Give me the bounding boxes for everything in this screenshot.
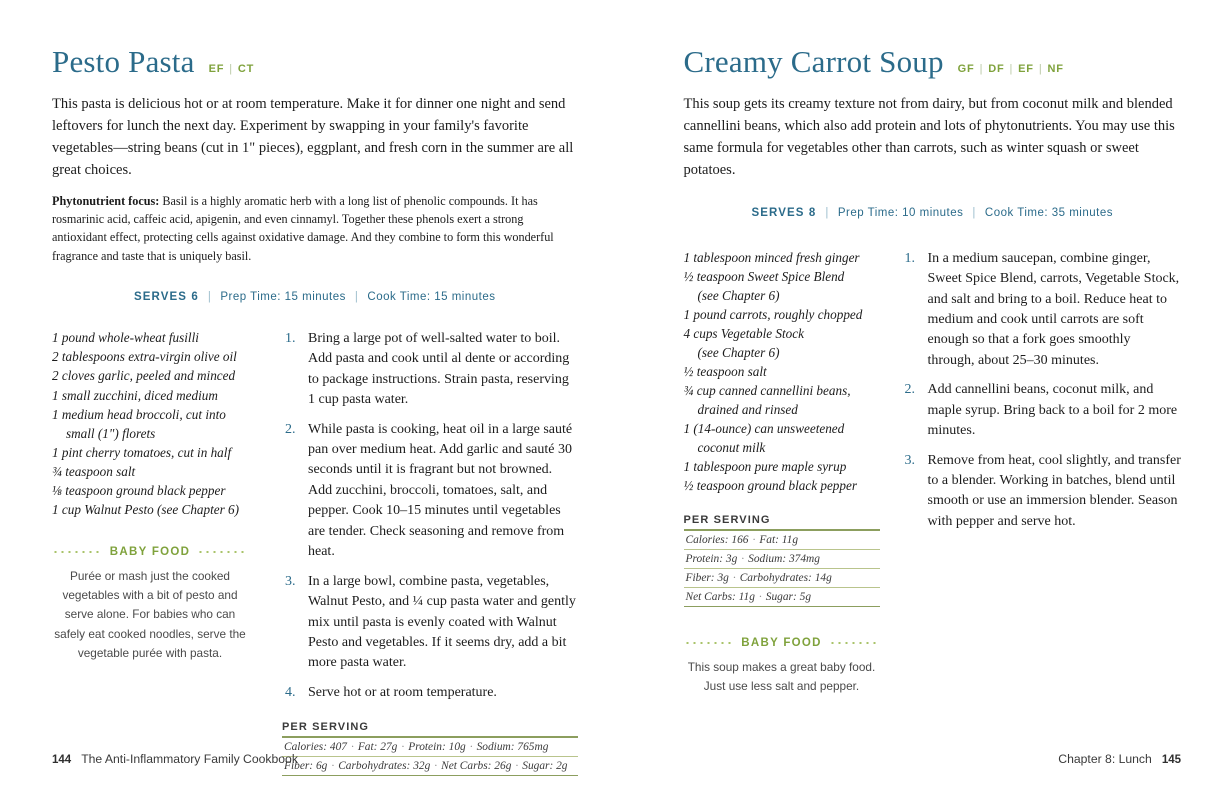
list-item: In a medium saucepan, combine ginger, Sweet Spice Blend, carrots, Vegetable Stock, and salt and bring to a boil. Reduce heat to medium and cook until carrots are soft enough so that a fork goes smoothly through, about 25–30 minutes. <box>927 250 1180 368</box>
list-item <box>52 463 260 482</box>
ingredient-continuation: small (1") florets <box>66 425 156 441</box>
nutrition-cell: Calories: 407 <box>284 740 347 753</box>
ingredients-list <box>684 249 880 497</box>
bar-separator: | <box>354 290 359 303</box>
nutrition-cell: Protein: 10g <box>408 740 466 753</box>
nutrition-cell: Sodium: 765mg <box>476 740 549 753</box>
ingredient-continuation: (see Chapter 6) <box>697 287 780 303</box>
page-number: 144 <box>52 754 72 766</box>
dotted-rule-icon <box>684 707 880 709</box>
list-item: In a large bowl, combine pasta, vegetables, Walnut Pesto, and ¼ cup pasta water and gently mix until pasta is evenly coated with Walnut Pesto and vegetables. If it seems dry, add a bit more pasta water. <box>308 573 576 671</box>
dot-separator: · <box>741 552 745 565</box>
dot-separator: · <box>752 533 756 546</box>
table-row <box>684 531 880 550</box>
table-row <box>684 550 880 569</box>
page-title: Pesto Pasta <box>52 44 195 79</box>
list-item: While pasta is cooking, heat oil in a large sauté pan over medium heat. Add garlic and sauté 30 seconds until it is fragrant but not browned. Add zucchini, broccoli, tomatoes, salt, and pepper. Cook 10–15 minutes until vegetables are tender. Check seasoning and remove from heat. <box>308 421 573 560</box>
recipe-body-right <box>684 249 1182 709</box>
nutrition-cell: Carbohydrates: 32g <box>338 759 431 772</box>
diet-tags-right <box>958 63 1064 75</box>
table-row <box>282 757 578 776</box>
footer-left <box>52 752 298 766</box>
dotted-rule-icon <box>684 642 735 644</box>
recipe-title-row-left <box>52 46 578 79</box>
table-row <box>684 569 880 588</box>
ingredient-text: 1 small zucchini, diced medium <box>52 387 218 403</box>
cook-time: Cook Time: 15 minutes <box>367 290 496 303</box>
ingredients-list <box>52 329 260 520</box>
nutrition-cell: Sugar: 2g <box>522 759 568 772</box>
list-item <box>684 268 880 305</box>
diet-tag: CT <box>237 63 255 75</box>
page-right <box>614 0 1227 800</box>
list-item <box>684 306 880 325</box>
list-item: Serve hot or at room temperature. <box>308 684 497 700</box>
ingredient-text: ⅛ teaspoon ground black pepper <box>52 483 226 499</box>
ingredient-text: 1 medium head broccoli, cut into <box>52 406 226 422</box>
ingredient-text: ½ teaspoon salt <box>683 364 767 380</box>
ingredient-text: ¾ teaspoon salt <box>52 464 136 479</box>
ingredient-continuation: (see Chapter 6) <box>697 344 780 360</box>
baby-food-text: This soup makes a great baby food. Just use less salt and pepper. <box>687 659 876 693</box>
nutrition-cell: Calories: 166 <box>685 533 749 546</box>
dot-separator: · <box>350 740 354 753</box>
nutrition-cell: Sodium: 374mg <box>748 552 820 565</box>
list-item <box>684 477 880 496</box>
nutrition-cell: Net Carbs: 26g <box>441 759 512 772</box>
directions-column-left <box>282 329 578 776</box>
dot-separator: · <box>331 759 335 772</box>
ingredient-text: 1 tablespoon minced fresh ginger <box>683 249 860 265</box>
bar-separator: | <box>207 290 212 303</box>
ingredient-text: 1 pint cherry tomatoes, cut in half <box>52 444 232 460</box>
ingredient-text: 2 cloves garlic, peeled and minced <box>52 368 236 384</box>
tag-separator: | <box>1038 63 1043 75</box>
baby-food-heading: BABY FOOD <box>109 546 191 559</box>
list-item <box>684 363 880 382</box>
dot-separator: · <box>758 590 762 603</box>
dotted-rule-icon <box>197 551 248 553</box>
tag-separator: | <box>229 63 233 75</box>
nutrition-cell: Carbohydrates: 14g <box>739 571 832 584</box>
list-item <box>52 367 260 386</box>
serves-label: SERVES 8 <box>751 206 817 219</box>
diet-tag: NF <box>1047 63 1064 75</box>
list-item <box>52 406 260 443</box>
serves-bar-right <box>684 207 1182 219</box>
list-item <box>684 382 880 419</box>
diet-tag: GF <box>957 63 975 75</box>
chapter-title-footer: Chapter 8: Lunch <box>1058 752 1152 766</box>
directions-list <box>902 249 1182 533</box>
dot-separator: · <box>469 740 473 753</box>
nutrition-heading: PER SERVING <box>282 721 370 734</box>
ingredients-column-left <box>52 329 260 776</box>
recipe-intro-right: This soup gets its creamy texture not from dairy, but from coconut milk and blended cannellini beans, which also add protein and lots of phytonutrients. You may use this same formula for vegetables other than carrots, such as winter squash or sweet potatoes. <box>683 95 1175 178</box>
prep-time: Prep Time: 10 minutes <box>837 206 964 219</box>
dot-separator: · <box>515 759 519 772</box>
list-item <box>684 458 880 477</box>
recipe-intro-left: This pasta is delicious hot or at room temperature. Make it for dinner one night and send leftovers for lunch the next day. Experiment by swapping in your family's favorite vegetables—string beans (cut in 1" pieces), eggplant, and fresh corn in the summer are all great choices. <box>52 95 574 178</box>
dotted-rule-icon <box>52 551 103 553</box>
nutrition-cell: Protein: 3g <box>685 552 738 565</box>
list-item: Add cannellini beans, coconut milk, and maple syrup. Bring back to a boil for 2 more minutes. <box>927 382 1178 439</box>
diet-tag: DF <box>988 63 1005 75</box>
footer-right <box>1058 752 1181 766</box>
baby-food-box-right <box>684 637 880 709</box>
ingredient-text: ¾ cup canned cannellini beans, <box>683 383 851 399</box>
directions-list <box>282 329 578 703</box>
baby-food-box-left <box>52 546 248 676</box>
ingredient-text: 1 pound carrots, roughly chopped <box>683 306 863 322</box>
diet-tags-left <box>209 63 255 75</box>
tag-separator: | <box>1009 63 1014 75</box>
nutrition-panel-right <box>684 514 880 607</box>
phytonutrient-focus-text: Basil is a highly aromatic herb with a long list of phenolic compounds. It has rosmarinic acid, caffeic acid, apigenin, and even cinnamyl. Together these phenols exert a strong antioxidant effect, protecting cells against oxidative damage. And they combine to form this wonderful fragrance and taste that is uniquely basil. <box>52 193 554 263</box>
ingredient-text: 1 pound whole-wheat fusilli <box>52 329 199 345</box>
baby-food-text: Purée or mash just the cooked vegetables with a bit of pesto and serve alone. For babies who can safely eat cooked noodles, serve the vegetable purée with pasta. <box>54 569 246 660</box>
list-item <box>52 387 260 406</box>
list-item <box>52 482 260 501</box>
nutrition-heading: PER SERVING <box>683 514 771 527</box>
list-item <box>52 444 260 463</box>
list-item <box>684 249 880 268</box>
list-item: Remove from heat, cool slightly, and transfer to a blender. Working in batches, blend until smooth or use an immersion blender. Season with pepper and serve hot. <box>927 452 1181 529</box>
dot-separator: · <box>401 740 405 753</box>
nutrition-cell: Fiber: 6g <box>284 759 328 772</box>
ingredient-continuation: coconut milk <box>697 440 766 456</box>
nutrition-cell: Fat: 27g <box>357 740 398 753</box>
nutrition-cell: Sugar: 5g <box>765 590 812 603</box>
recipe-body-left <box>52 329 578 776</box>
prep-time: Prep Time: 15 minutes <box>220 290 346 303</box>
nutrition-cell: Net Carbs: 11g <box>685 590 755 603</box>
baby-food-heading: BABY FOOD <box>741 636 822 649</box>
baby-food-heading-row <box>684 637 880 649</box>
phytonutrient-focus <box>52 192 578 265</box>
serves-bar-left <box>52 291 578 303</box>
ingredients-column-right <box>684 249 880 709</box>
ingredient-text: 1 (14-ounce) can unsweetened <box>683 421 845 437</box>
list-item <box>684 420 880 457</box>
dotted-rule-icon <box>52 674 248 676</box>
ingredient-text: 1 cup Walnut Pesto (see Chapter 6) <box>52 502 240 518</box>
list-item <box>52 348 260 367</box>
table-row <box>282 738 578 757</box>
bar-separator: | <box>972 206 976 219</box>
ingredient-continuation: drained and rinsed <box>697 402 798 418</box>
recipe-title-row-right <box>684 46 1182 79</box>
nutrition-cell: Fiber: 3g <box>685 571 729 584</box>
ingredient-text: ½ teaspoon Sweet Spice Blend <box>683 268 845 284</box>
serves-label: SERVES 6 <box>133 290 199 303</box>
list-item: Bring a large pot of well-salted water to boil. Add pasta and cook until al dente or according to package instructions. Strain pasta, reserving 1 cup pasta water. <box>308 330 570 408</box>
list-item <box>52 501 260 520</box>
ingredient-text: ½ teaspoon ground black pepper <box>683 478 857 494</box>
dot-separator: · <box>732 571 736 584</box>
tag-separator: | <box>979 63 984 75</box>
nutrition-cell: Fat: 11g <box>759 533 799 546</box>
ingredient-text: 1 tablespoon pure maple syrup <box>683 459 847 475</box>
list-item <box>684 325 880 362</box>
book-title-footer: The Anti-Inflammatory Family Cookbook <box>81 752 298 766</box>
ingredient-text: 2 tablespoons extra-virgin olive oil <box>52 349 237 365</box>
nutrition-panel-left <box>282 721 578 776</box>
table-row <box>684 588 880 607</box>
dotted-rule-icon <box>829 642 880 644</box>
bar-separator: | <box>825 206 829 219</box>
ingredient-text: 4 cups Vegetable Stock <box>683 326 804 342</box>
page-number: 145 <box>1161 754 1181 766</box>
directions-column-right <box>902 249 1182 709</box>
phytonutrient-focus-label: Phytonutrient focus: <box>52 193 160 208</box>
dot-separator: · <box>434 759 438 772</box>
cook-time: Cook Time: 35 minutes <box>984 206 1113 219</box>
diet-tag: EF <box>1018 63 1034 75</box>
page-title: Creamy Carrot Soup <box>683 44 944 79</box>
baby-food-heading-row <box>52 546 248 558</box>
diet-tag: EF <box>208 63 225 75</box>
list-item <box>52 329 260 348</box>
